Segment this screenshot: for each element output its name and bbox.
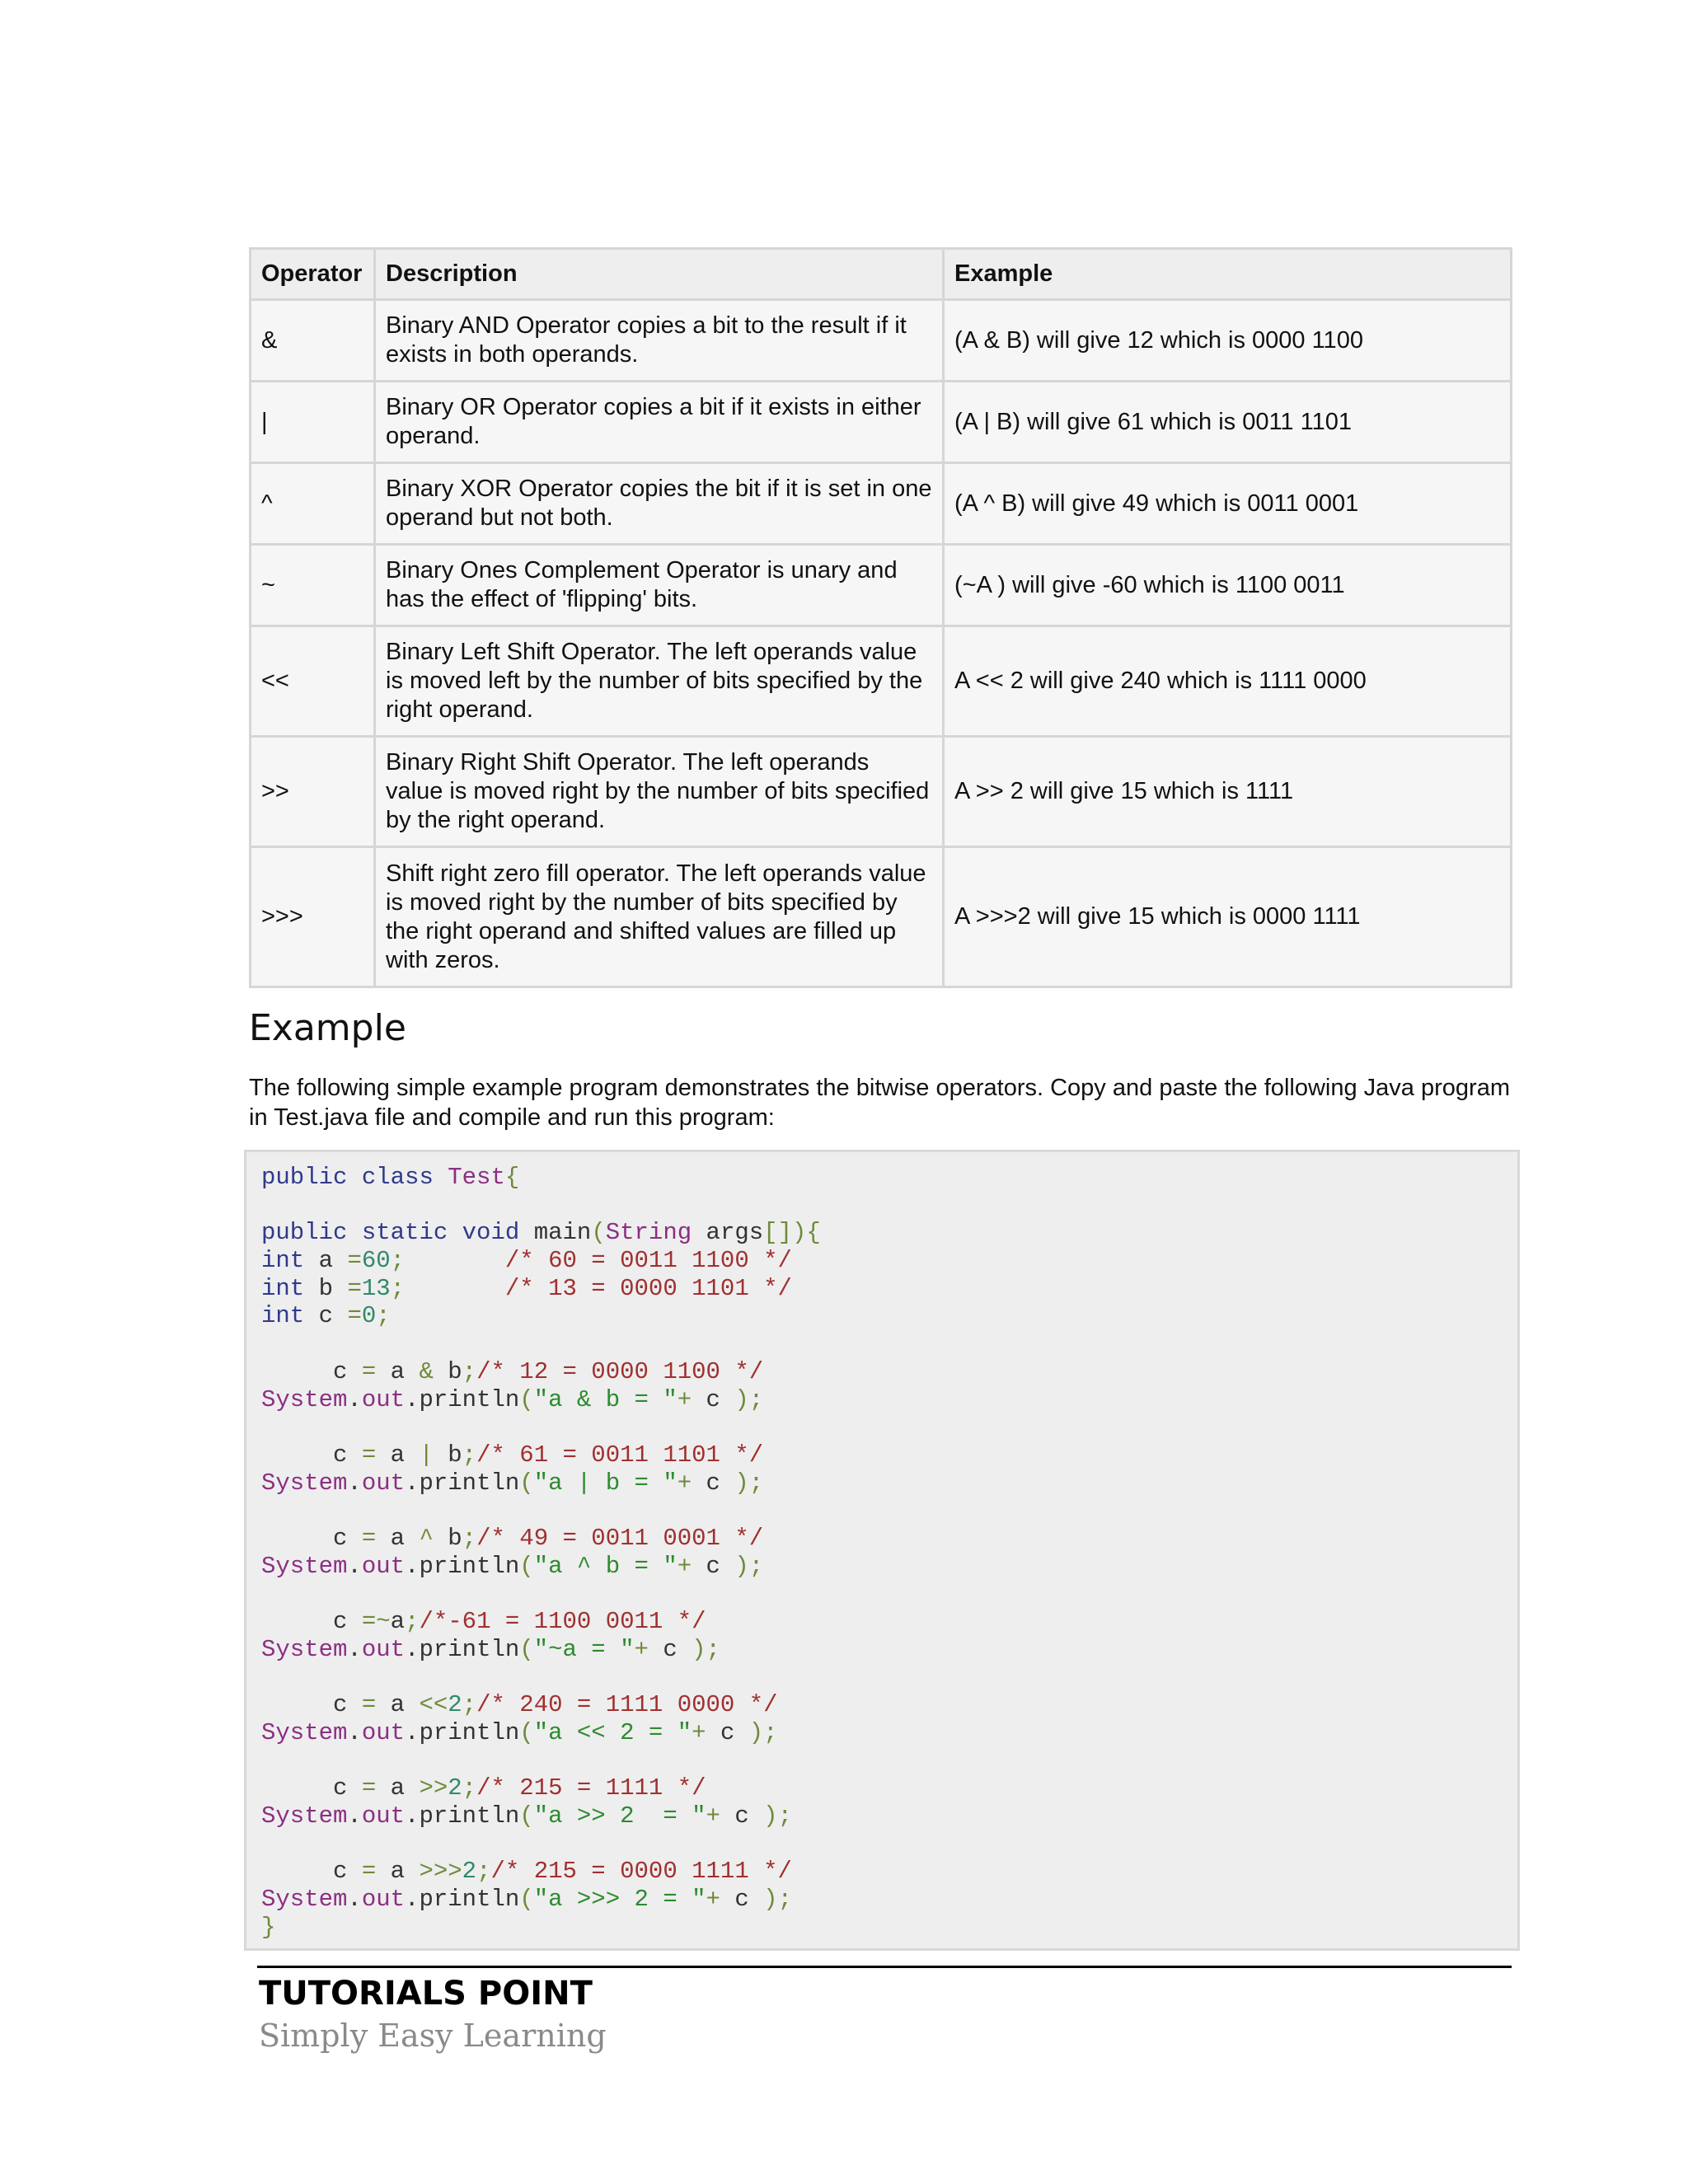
header-operator: Operator [251,249,375,300]
code-line: } [261,1913,276,1941]
table-row [251,737,1512,847]
example-cell: (A ^ B) will give 49 which is 0011 0001 [944,463,1512,545]
code-line [261,1663,1506,1691]
code-line: c =~a;/*-61 = 1100 0011 */ [333,1608,706,1635]
operator-cell: | [251,382,375,463]
table-row [251,300,1512,382]
code-line [261,1497,1506,1525]
footer-tagline: Simply Easy Learning [259,2018,607,2054]
code-line: System.out.println("a & b = "+ c ); [261,1385,764,1413]
description-cell: Binary OR Operator copies a bit if it exists in either operand. [375,382,944,463]
code-line: c = a >>>2;/* 215 = 0000 1111 */ [333,1858,792,1886]
code-line: System.out.println("a >> 2 = "+ c ); [261,1802,792,1830]
operator-cell: ~ [251,545,375,626]
table-header-row [251,249,1512,300]
code-line [261,1746,1506,1774]
code-line [261,1330,1506,1358]
operator-cell: >> [251,737,375,847]
example-cell: A >> 2 will give 15 which is 1111 [944,737,1512,847]
operator-cell: << [251,626,375,737]
operator-cell: >>> [251,847,375,987]
table-row [251,382,1512,463]
code-lines [261,1164,1506,1941]
code-line [261,1192,1506,1220]
code-line: System.out.println("a << 2 = "+ c ); [261,1718,778,1746]
header-description: Description [375,249,944,300]
code-line: System.out.println("a | b = "+ c ); [261,1469,764,1497]
code-line [261,1413,1506,1441]
table-row [251,626,1512,737]
intro-paragraph: The following simple example program demonstrates the bitwise operators. Copy and paste the following Java program in Test.java file and compile and run this program: [249,1075,1510,1131]
code-line: public class Test{ [261,1164,520,1191]
example-cell: (A | B) will give 61 which is 0011 1101 [944,382,1512,463]
code-block [244,1150,1520,1951]
code-line [261,1830,1506,1858]
code-line: int c =0; [261,1302,391,1330]
code-line: int b =13; /* 13 = 0000 1101 */ [261,1274,792,1302]
code-line: c = a ^ b;/* 49 = 0011 0001 */ [333,1524,764,1552]
table-row [251,847,1512,987]
description-cell: Shift right zero fill operator. The left operands value is moved right by the number of bits specified by the right operand and shifted values are filled up with zeros. [375,847,944,987]
code-line: System.out.println("a ^ b = "+ c ); [261,1552,764,1580]
description-cell: Binary Left Shift Operator. The left operands value is moved left by the number of bits specified by the right operand. [375,626,944,737]
example-cell: (~A ) will give -60 which is 1100 0011 [944,545,1512,626]
footer-brand: TUTORIALS POINT [259,1975,593,2013]
code-line [261,1580,1506,1608]
code-line: c = a & b;/* 12 = 0000 1100 */ [333,1357,764,1385]
operator-cell: & [251,300,375,382]
operator-cell: ^ [251,463,375,545]
section-heading: Example [249,1007,406,1049]
example-cell: A >>>2 will give 15 which is 0000 1111 [944,847,1512,987]
code-line: public static void main(String args[]){ [261,1219,821,1247]
example-cell: A << 2 will give 240 which is 1111 0000 [944,626,1512,737]
code-line: c = a >>2;/* 215 = 1111 */ [333,1774,706,1802]
code-line: c = a <<2;/* 240 = 1111 0000 */ [333,1691,778,1719]
table-row [251,463,1512,545]
footer-divider [257,1966,1512,1968]
example-cell: (A & B) will give 12 which is 0000 1100 [944,300,1512,382]
description-cell: Binary Right Shift Operator. The left operands value is moved right by the number of bits specified by the right operand. [375,737,944,847]
code-line: int a =60; /* 60 = 0011 1100 */ [261,1247,792,1275]
description-cell: Binary AND Operator copies a bit to the result if it exists in both operands. [375,300,944,382]
description-cell: Binary Ones Complement Operator is unary and has the effect of 'flipping' bits. [375,545,944,626]
description-cell: Binary XOR Operator copies the bit if it is set in one operand but not both. [375,463,944,545]
code-line: System.out.println("~a = "+ c ); [261,1635,720,1663]
bitwise-operators-table [249,247,1512,988]
code-line: c = a | b;/* 61 = 0011 1101 */ [333,1441,764,1469]
table-row [251,545,1512,626]
header-example: Example [944,249,1512,300]
code-line: System.out.println("a >>> 2 = "+ c ); [261,1885,792,1913]
